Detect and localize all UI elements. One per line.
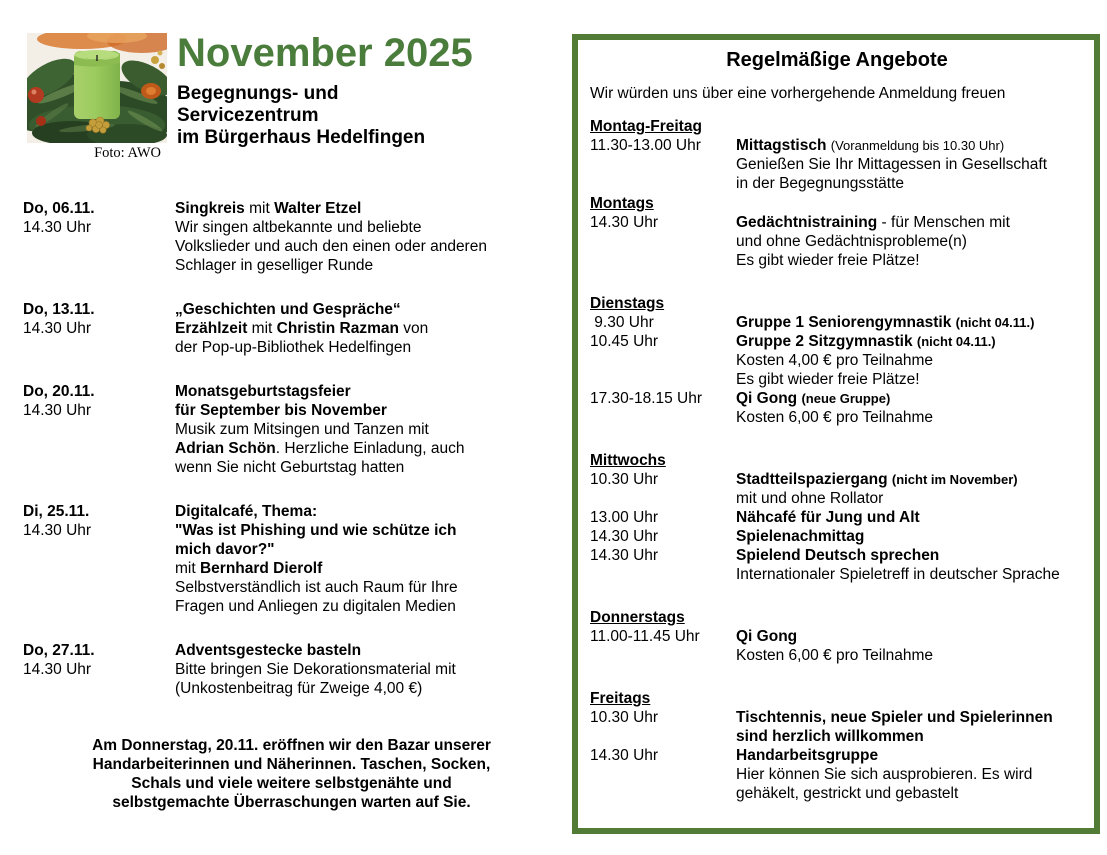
schedule-row <box>590 389 1084 427</box>
text-segment: Stadtteilspaziergang <box>736 471 888 488</box>
text-segment: Schlager in geselliger Runde <box>175 257 374 274</box>
weekly-schedule <box>590 117 1084 803</box>
event-time: 14.30 Uhr <box>23 219 92 236</box>
event-date: Di, 25.11. <box>23 503 90 520</box>
schedule-row <box>590 332 1084 389</box>
organization-name <box>177 83 473 149</box>
bazar-note <box>23 736 560 812</box>
schedule-time: 10.30 Uhr <box>590 471 659 488</box>
schedule-description-line <box>736 508 1084 527</box>
schedule-description <box>736 213 1084 270</box>
events-list <box>23 199 563 698</box>
text-segment: mich davor?" <box>175 541 275 558</box>
offers-intro: Wir würden uns über eine vorhergehende Anmeldung freuen <box>590 85 1006 102</box>
organization-line: Servicezentrum <box>177 105 319 126</box>
event-description-line <box>175 660 563 679</box>
event-description-line <box>175 256 563 275</box>
text-segment: Tischtennis, neue Spieler und Spielerinnen <box>736 709 1053 726</box>
schedule-description <box>736 546 1084 584</box>
schedule-description-line <box>736 136 1084 155</box>
bazar-note-line: Am Donnerstag, 20.11. eröffnen wir den Bazar unserer <box>92 737 491 754</box>
bazar-note-line: selbstgemachte Überraschungen warten auf Sie. <box>112 794 471 811</box>
event-description-line <box>175 401 563 420</box>
schedule-description-line <box>736 155 1084 174</box>
event-description-line <box>175 597 563 616</box>
schedule-description-line <box>736 489 1084 508</box>
text-segment: mit <box>175 560 200 577</box>
text-segment: Handarbeitsgruppe <box>736 747 879 764</box>
photo-block <box>23 33 167 162</box>
event-description-line <box>175 420 563 439</box>
event-item <box>23 502 563 616</box>
schedule-description <box>736 313 1084 332</box>
schedule-description-line <box>736 470 1084 489</box>
text-segment: Adrian Schön <box>175 440 276 457</box>
text-segment: Gruppe 1 Seniorengymnastik <box>736 314 952 331</box>
event-description-line <box>175 439 563 458</box>
day-heading: Donnerstags <box>590 609 685 626</box>
text-segment: Genießen Sie Ihr Mittagessen in Gesellschaft <box>736 156 1048 173</box>
text-segment: sind herzlich willkommen <box>736 728 924 745</box>
schedule-time: 10.30 Uhr <box>590 709 659 726</box>
schedule-description-line <box>736 627 1084 646</box>
text-segment: Wir singen altbekannte und beliebte <box>175 219 422 236</box>
bazar-note-line: Handarbeiterinnen und Näherinnen. Taschen, Socken, <box>92 756 491 773</box>
event-date: Do, 20.11. <box>23 383 95 400</box>
schedule-description-line <box>736 370 1084 389</box>
schedule-time: 14.30 Uhr <box>590 528 659 545</box>
event-time: 14.30 Uhr <box>23 661 92 678</box>
text-segment: wenn Sie nicht Geburtstag hatten <box>175 459 405 476</box>
schedule-time: 17.30-18.15 Uhr <box>590 390 703 407</box>
schedule-row <box>590 746 1084 803</box>
schedule-description-line <box>736 784 1084 803</box>
schedule-section <box>590 117 1084 193</box>
text-segment: . Herzliche Einladung, auch <box>275 440 465 457</box>
day-heading: Mittwochs <box>590 452 666 469</box>
text-segment: Christin Razman <box>276 320 399 337</box>
schedule-time: 10.45 Uhr <box>590 333 659 350</box>
text-segment: "Was ist Phishing und wie schütze ich <box>175 522 457 539</box>
event-description-line <box>175 237 563 256</box>
text-segment: gehäkelt, gestrickt und gebastelt <box>736 785 959 802</box>
text-segment: Gedächtnistraining <box>736 214 878 231</box>
event-description-line <box>175 521 563 540</box>
event-item <box>23 382 563 477</box>
event-description-line <box>175 199 563 218</box>
text-segment: Gruppe 2 Sitzgymnastik <box>736 333 913 350</box>
header-text <box>177 33 473 162</box>
event-description-line <box>175 382 563 401</box>
text-segment: Internationaler Spieletreff in deutscher Sprache <box>736 566 1060 583</box>
text-segment: Hier können Sie sich ausprobieren. Es wird <box>736 766 1033 783</box>
text-segment: (nicht 04.11.) <box>916 334 996 349</box>
schedule-row <box>590 136 1084 193</box>
text-segment: (neue Gruppe) <box>801 391 891 406</box>
text-segment: Volkslieder und auch den einen oder anderen <box>175 238 487 255</box>
schedule-time: 11.00-11.45 Uhr <box>590 628 700 645</box>
event-time: 14.30 Uhr <box>23 522 92 539</box>
event-description <box>175 502 563 616</box>
schedule-description-line <box>736 727 1084 746</box>
event-description-line <box>175 578 563 597</box>
text-segment: Digitalcafé, Thema: <box>175 503 318 520</box>
event-description-line <box>175 559 563 578</box>
text-segment: (nicht im November) <box>891 472 1018 487</box>
schedule-description-line <box>736 174 1084 193</box>
day-heading: Montag-Freitag <box>590 118 702 135</box>
event-date: Do, 06.11. <box>23 200 95 217</box>
event-description-line <box>175 502 563 521</box>
text-segment: für September bis November <box>175 402 387 419</box>
event-description-line <box>175 300 563 319</box>
regular-offers-box <box>572 34 1100 834</box>
day-heading: Montags <box>590 195 654 212</box>
event-description-line <box>175 319 563 338</box>
schedule-description <box>736 708 1084 746</box>
schedule-time: 14.30 Uhr <box>590 214 659 231</box>
schedule-description-line <box>736 708 1084 727</box>
schedule-time: 14.30 Uhr <box>590 547 659 564</box>
text-segment: Mittagstisch <box>736 137 827 154</box>
text-segment: Spielenachmittag <box>736 528 865 545</box>
text-segment: Es gibt wieder freie Plätze! <box>736 371 920 388</box>
schedule-description-line <box>736 646 1084 665</box>
text-segment: (Voranmeldung bis 10.30 Uhr) <box>830 138 1005 153</box>
schedule-description <box>736 746 1084 803</box>
schedule-section <box>590 689 1084 803</box>
event-when <box>23 382 175 477</box>
schedule-section <box>590 194 1084 270</box>
schedule-row <box>590 527 1084 546</box>
text-segment: Fragen und Anliegen zu digitalen Medien <box>175 598 456 615</box>
event-time: 14.30 Uhr <box>23 402 92 419</box>
organization-line: Begegnungs- und <box>177 83 339 104</box>
text-segment: Walter Etzel <box>274 200 362 217</box>
offers-title: Regelmäßige Angebote <box>726 49 948 71</box>
event-when <box>23 199 175 275</box>
events-column <box>23 33 563 812</box>
event-item <box>23 300 563 357</box>
day-heading: Dienstags <box>590 295 665 312</box>
text-segment: Bernhard Dierolf <box>199 560 323 577</box>
schedule-description-line <box>736 232 1084 251</box>
schedule-description <box>736 470 1084 508</box>
schedule-row <box>590 470 1084 508</box>
text-segment: Qi Gong <box>736 628 798 645</box>
text-segment: Selbstverständlich ist auch Raum für Ihre <box>175 579 458 596</box>
event-description-line <box>175 218 563 237</box>
event-when <box>23 641 175 698</box>
schedule-section <box>590 451 1084 584</box>
page-title: November 2025 <box>177 31 473 75</box>
text-segment: mit und ohne Rollator <box>736 490 884 507</box>
schedule-row <box>590 313 1084 332</box>
schedule-description <box>736 527 1084 546</box>
schedule-description-line <box>736 313 1084 332</box>
schedule-description-line <box>736 565 1084 584</box>
schedule-section <box>590 608 1084 665</box>
event-description <box>175 641 563 698</box>
text-segment: mit <box>247 320 277 337</box>
text-segment: (Unkostenbeitrag für Zweige 4,00 €) <box>175 680 423 697</box>
event-time: 14.30 Uhr <box>23 320 92 337</box>
schedule-row <box>590 508 1084 527</box>
event-item <box>23 199 563 275</box>
schedule-section <box>590 294 1084 427</box>
schedule-description-line <box>736 765 1084 784</box>
schedule-time: 11.30-13.00 Uhr <box>590 137 701 154</box>
event-date: Do, 27.11. <box>23 642 95 659</box>
schedule-description <box>736 389 1084 427</box>
text-segment: „Geschichten und Gespräche“ <box>175 301 401 318</box>
event-date: Do, 13.11. <box>23 301 95 318</box>
text-segment: in der Begegnungsstätte <box>736 175 905 192</box>
event-description <box>175 199 563 275</box>
event-item <box>23 641 563 698</box>
text-segment: - für Menschen mit <box>877 214 1010 231</box>
advent-photo <box>27 33 167 143</box>
event-when <box>23 502 175 616</box>
text-segment: der Pop-up-Bibliothek Hedelfingen <box>175 339 412 356</box>
text-segment: Bitte bringen Sie Dekorationsmaterial mit <box>175 661 456 678</box>
schedule-row <box>590 213 1084 270</box>
text-segment: Spielend Deutsch sprechen <box>736 547 940 564</box>
event-description-line <box>175 338 563 357</box>
schedule-row <box>590 546 1084 584</box>
event-when <box>23 300 175 357</box>
organization-line: im Bürgerhaus Hedelfingen <box>177 127 426 148</box>
text-segment: Kosten 6,00 € pro Teilnahme <box>736 647 934 664</box>
text-segment: Kosten 4,00 € pro Teilnahme <box>736 352 934 369</box>
schedule-row <box>590 627 1084 665</box>
event-description-line <box>175 540 563 559</box>
schedule-description-line <box>736 389 1084 408</box>
event-description-line <box>175 679 563 698</box>
schedule-description-line <box>736 332 1084 351</box>
text-segment: Erzählzeit <box>175 320 248 337</box>
text-segment: von <box>398 320 429 337</box>
schedule-description <box>736 136 1084 193</box>
schedule-description-line <box>736 746 1084 765</box>
day-heading: Freitags <box>590 690 651 707</box>
event-description <box>175 382 563 477</box>
text-segment: Adventsgestecke basteln <box>175 642 362 659</box>
schedule-time: 14.30 Uhr <box>590 747 659 764</box>
text-segment: Nähcafé für Jung und Alt <box>736 509 920 526</box>
text-segment: Es gibt wieder freie Plätze! <box>736 252 920 269</box>
schedule-description-line <box>736 546 1084 565</box>
schedule-description-line <box>736 251 1084 270</box>
schedule-description <box>736 508 1084 527</box>
event-description-line <box>175 458 563 477</box>
schedule-description-line <box>736 213 1084 232</box>
flyer-header <box>23 33 563 162</box>
event-description <box>175 300 563 357</box>
text-segment: Qi Gong <box>736 390 798 407</box>
text-segment: Kosten 6,00 € pro Teilnahme <box>736 409 934 426</box>
text-segment: Musik zum Mitsingen und Tanzen mit <box>175 421 429 438</box>
schedule-row <box>590 708 1084 746</box>
schedule-description <box>736 332 1084 389</box>
schedule-description-line <box>736 351 1084 370</box>
text-segment: Monatsgeburtstagsfeier <box>175 383 351 400</box>
photo-credit: Foto: AWO <box>94 145 161 161</box>
text-segment: mit <box>244 200 275 217</box>
text-segment: Singkreis <box>175 200 245 217</box>
schedule-description-line <box>736 527 1084 546</box>
schedule-description <box>736 627 1084 665</box>
text-segment: und ohne Gedächtnisprobleme(n) <box>736 233 967 250</box>
event-description-line <box>175 641 563 660</box>
bazar-note-line: Schals und viele weitere selbstgenähte und <box>131 775 452 792</box>
schedule-description-line <box>736 408 1084 427</box>
schedule-time: 9.30 Uhr <box>590 314 654 331</box>
text-segment: (nicht 04.11.) <box>955 315 1035 330</box>
schedule-time: 13.00 Uhr <box>590 509 659 526</box>
